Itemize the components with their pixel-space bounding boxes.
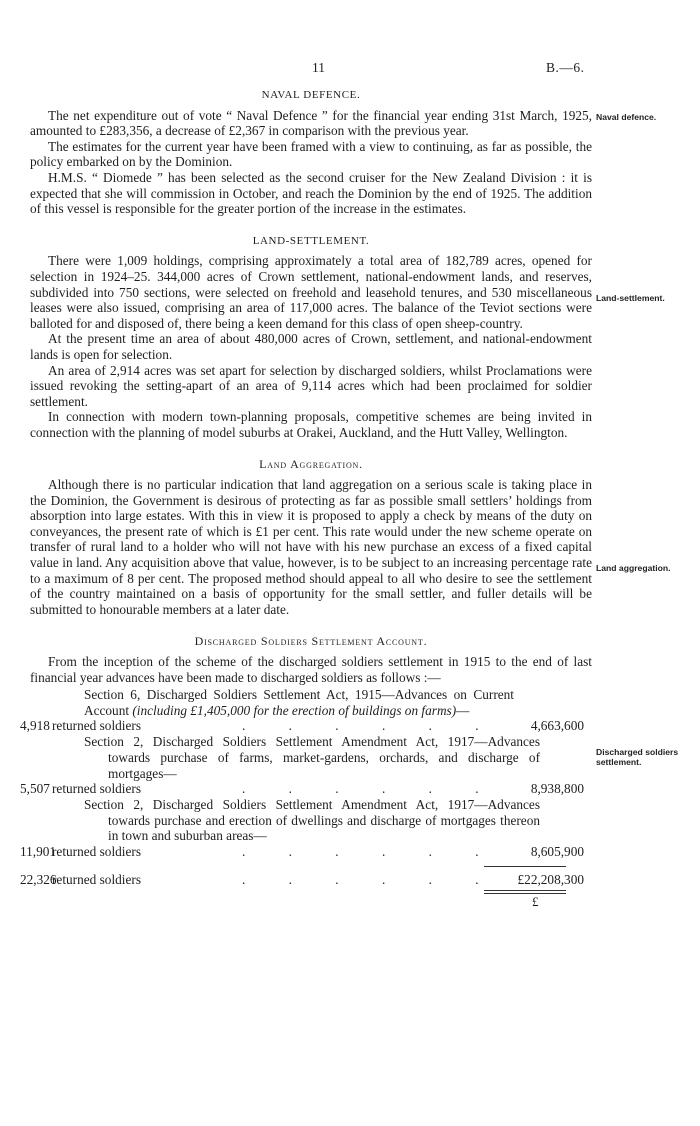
land-settlement-paragraph-3: An area of 2,914 acres was set apart for selection by discharged soldiers, whilst Proclamations were issued revoking the setting-apart of an area of 9,114 acres which had been proclaimed for soldier settlement. [30, 362, 592, 409]
advances-table [20, 687, 592, 896]
heading-discharged-soldiers: Discharged Soldiers Settlement Account. [194, 634, 428, 649]
total-label: returned soldiers [52, 871, 141, 887]
entry-1-tail: — [456, 702, 470, 718]
entry-1-label: returned soldiers [52, 718, 141, 734]
margin-note-land-settlement: Land-settlement. [596, 293, 665, 303]
entry-1-description [84, 687, 514, 718]
total-dots: . . . . . . [242, 871, 499, 887]
entry-1-dots: . . . . . . [242, 718, 499, 734]
total-row [20, 871, 592, 888]
document-reference: B.—6. [546, 60, 585, 75]
entry-3-dots: . . . . . . [242, 843, 499, 859]
entry-2-dots: . . . . . . [242, 781, 499, 797]
entry-2-label: returned soldiers [52, 781, 141, 797]
subtotal-rule [484, 866, 566, 867]
currency-symbol: £ [532, 894, 539, 909]
naval-paragraph-1: The net expenditure out of vote “ Naval Defence ” for the financial year ending 31st March, 1925, amounted to £283,356, a decrease of £2,367 in comparison with the previous year. [30, 107, 592, 139]
entry-1-text: Section 6, Discharged Soldiers Settlement Act, 1915—Advances on Current Account [84, 687, 514, 718]
main-text [20, 88, 592, 896]
entry-2-count: 5,507 [20, 781, 50, 797]
entry-2-amount: 8,938,800 [530, 781, 584, 797]
table-row [20, 843, 592, 860]
entry-1-count: 4,918 [20, 718, 50, 734]
land-settlement-paragraph-4: In connection with modern town-planning proposals, competitive schemes are being invited in connection with the planning of model suburbs at Orakei, Auckland, and the Hutt Valley, Wellington. [30, 409, 592, 440]
discharged-intro: From the inception of the scheme of the discharged soldiers settlement in 1915 to the end of last financial year advances have been made to discharged soldiers as follows :— [30, 654, 592, 685]
page-number: 11 [312, 60, 325, 75]
naval-paragraph-2: The estimates for the current year have been framed with a view to continuing, as far as possible, the policy embarked on by the Dominion. [30, 138, 592, 170]
total-amount: £22,208,300 [517, 871, 584, 887]
entry-1-amount: 4,663,600 [530, 718, 584, 734]
entry-3-count: 11,901 [20, 843, 57, 859]
table-row [20, 718, 592, 734]
naval-paragraph-3: H.M.S. “ Diomede ” has been selected as the second cruiser for the New Zealand Division : it is expected that she will commission in October, and reach the Dominion by the end of 1925. The addition of this vessel is responsible for the greater portion of the increase in the estimates. [30, 169, 592, 217]
heading-land-aggregation: Land Aggregation. [259, 457, 363, 472]
margin-note-naval: Naval defence. [596, 112, 657, 122]
land-aggregation-paragraph: Although there is no particular indication that land aggregation on a serious scale is taking place in the Dominion, the Government is desirous of protecting as far as possible small settlers’ holdings from absorption into large estates. With this in view it is proposed to apply a check by means of the duty on conveyances, the present rate of which is £1 per cent. This rate would under the new scheme operate on transfer of rural land to a holder who will not have with his new purchase an excess of a fixed capital value in land. Any acquisition above that value, however, is to be subject to an increasing percentage rate to a maximum of 8 per cent. The proposed method should appeal to all who desire to see the settlement of the country maintained on a basis of opportunity for the small settler, and fuller details will be submitted to honourable members at a later date. [30, 477, 592, 617]
entry-3-label: returned soldiers [52, 843, 141, 859]
heading-land-settlement: LAND-SETTLEMENT. [252, 234, 370, 247]
entry-1-italic-note: (including £1,405,000 for the erection of buildings on farms) [132, 702, 457, 718]
entry-3-amount: 8,605,900 [530, 843, 584, 859]
entry-3-description: Section 2, Discharged Soldiers Settlement Amendment Act, 1917—Advances towards purchase and erection of dwellings and discharge of mortgages thereon in town and suburban areas— [84, 797, 540, 844]
total-double-rule [484, 890, 566, 894]
total-count: 22,326 [20, 871, 57, 887]
land-settlement-paragraph-1: There were 1,009 holdings, comprising approximately a total area of 182,789 acres, opened for selection in 1924–25. 344,000 acres of Crown settlement, national-endowment lands, and reserves, subdivided into 750 sections, were selected on freehold and leasehold tenures, and 530 miscellaneous leases were also issued, comprising an area of 117,000 acres. The balance of the Teviot sections were balloted for and disposed of, there being a keen demand for this class of open sheep-country. [30, 253, 592, 331]
margin-note-land-aggregation: Land aggregation. [596, 563, 671, 573]
heading-naval: NAVAL DEFENCE. [261, 89, 361, 101]
table-row [20, 781, 592, 797]
entry-2-description: Section 2, Discharged Soldiers Settlement Amendment Act, 1917—Advances towards purchase of farms, market-gardens, orchards, and discharge of mortgages— [84, 734, 540, 781]
land-settlement-paragraph-2: At the present time an area of about 480,000 acres of Crown, settlement, and national-endowment lands is open for selection. [30, 331, 592, 362]
margin-note-discharged: Discharged soldiers settlement. [596, 747, 679, 767]
